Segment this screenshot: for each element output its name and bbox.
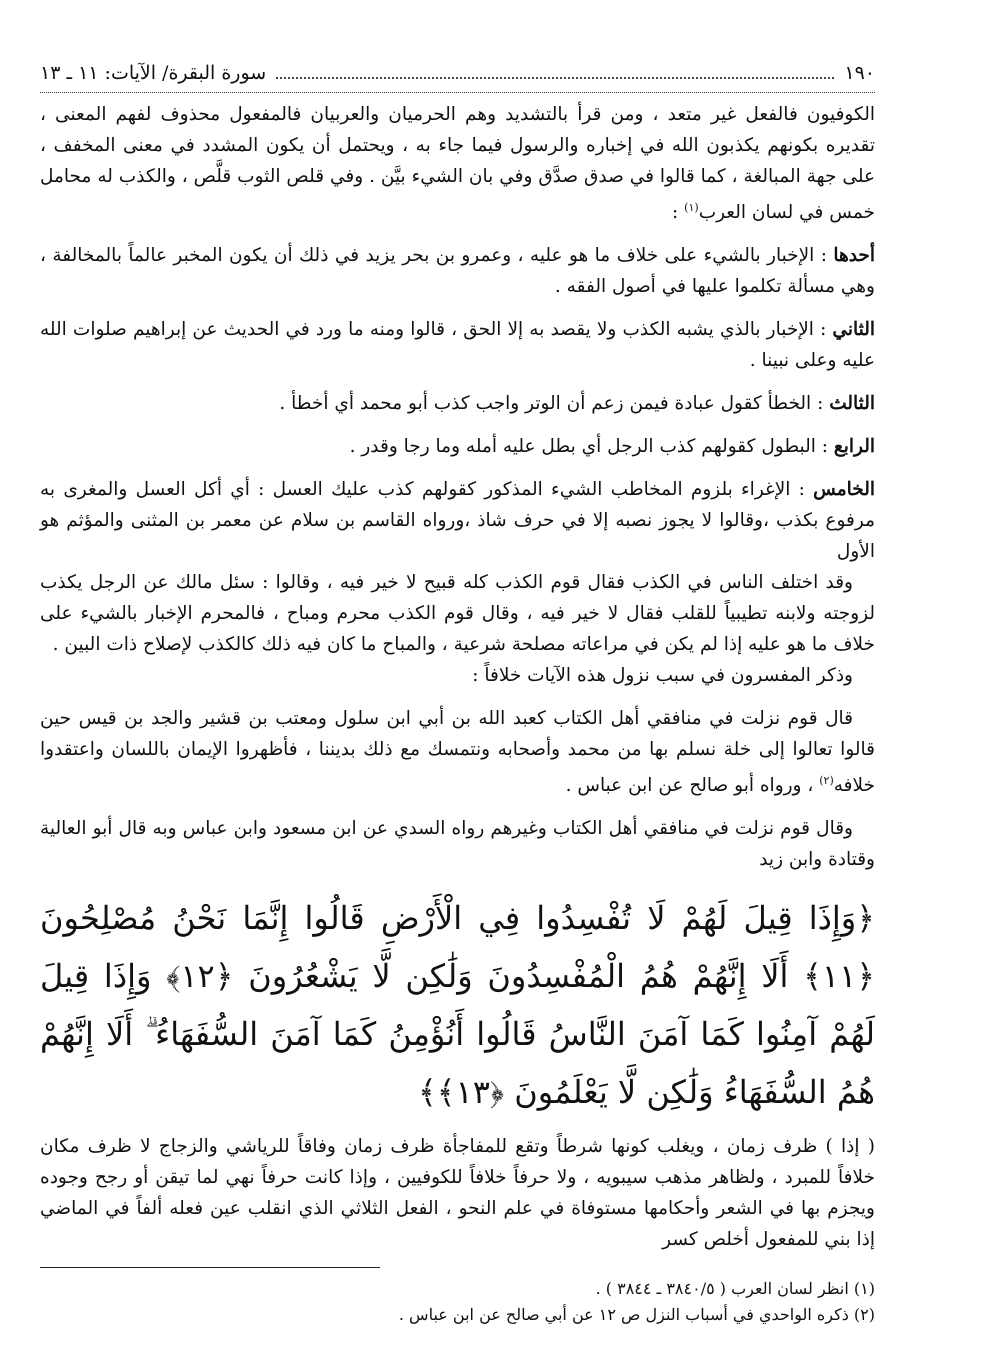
revelation-opinion-1 bbox=[40, 703, 875, 801]
running-title: سورة البقرة/ الآيات: ١١ ـ ١٣ bbox=[40, 62, 267, 84]
meaning-text: : الإخبار بالذي يشبه الكذب ولا يقصد به إلا الحق ، قالوا ومنه ما ورد في الحديث عن إبراهيم صلوات الله عليه وعلى نبينا . bbox=[40, 319, 875, 372]
book-page bbox=[40, 62, 875, 1328]
meaning-term: الرابع bbox=[833, 436, 875, 458]
meaning-5 bbox=[40, 474, 875, 567]
meaning-term: الثالث bbox=[829, 393, 875, 415]
grammar-note: ( إذا ) ظرف زمان ، ويغلب كونها شرطاً وتقع للمفاجأة ظرف زمان وفاقاً للرياشي والزجاج لا ظرف مكان خلافاً للمبرد ، ولظاهر مذهب سيبويه ، ولا حرفاً خلافاً للكوفيين ، وإذا كانت حرفاً نهي لما تيقن أو رجح وجوده ويجزم بها في الشعر وأحكامها مستوفاة في علم النحو ، الفعل الثلاثي الذي انقلب عين فعله ألفاً في الماضي إذا بني للمفعول أخلص كسر bbox=[40, 1136, 875, 1251]
meaning-term: الخامس bbox=[813, 479, 875, 501]
revelation-opinion-2: وقال قوم نزلت في منافقي أهل الكتاب وغيرهم رواه السدي عن ابن مسعود وابن عباس وبه قال أبو العالية وقتادة وابن زيد bbox=[40, 818, 875, 871]
meaning-text: : البطول كقولهم كذب الرجل أي بطل عليه أمله وما رجا وقدر . bbox=[349, 436, 834, 458]
footnote-ref-2[interactable]: (٢) bbox=[819, 774, 834, 788]
intro-tail: : bbox=[672, 202, 685, 224]
meaning-text: : الخطأ كقول عبادة فيمن زعم أن الوتر واجب كذب أبو محمد أي أخطأ . bbox=[279, 393, 830, 415]
footnote-ref-1[interactable]: (١) bbox=[684, 201, 699, 214]
intro-paragraph bbox=[40, 99, 875, 228]
meaning-text: : الإخبار بالشيء على خلاف ما هو عليه ، وعمرو بن بحر يزيد في ذلك أن يكون المخبر عالماً بالمخالفة ، وهي مسألة تكلموا عليها في أصول الفقه . bbox=[40, 245, 875, 298]
meaning-3 bbox=[40, 388, 875, 419]
meaning-term: أحدها bbox=[833, 245, 875, 267]
meaning-text: : الإغراء بلزوم المخاطب الشيء المذكور كقولهم كذب عليك العسل : أي أكل العسل والمغرى به مرفوع بكذب ،وقالوا لا يجوز نصبه إلا في حرف شاذ ،ورواه القاسم بن سلام عن معمر بن المثنى والمؤثم هو الأول bbox=[40, 479, 875, 563]
revelation-1-text: قال قوم نزلت في منافقي أهل الكتاب كعبد الله بن أبي ابن سلول ومعتب بن قشير والجد بن قيس حين قالوا تعالوا إلى خلة نسلم بها من محمد وأصحابه ونتمسك مع ذلك بديننا ، فأظهروا الإيمان باللسان واعتقدوا خلافه bbox=[40, 708, 875, 797]
running-header bbox=[40, 62, 875, 93]
page-number: ١٩٠ bbox=[844, 62, 875, 84]
lying-ruling-paragraph: وقد اختلف الناس في الكذب فقال قوم الكذب كله قبيح لا خير فيه ، وقالوا : سئل مالك عن الرجل يكذب لزوجته ولابنه تطيبياً للقلب فقال لا خير فيه ، وقال قوم الكذب محرم ومباح ، فالمحرم الإخبار بالشيء على خلاف ما هو عليه إذا لم يكن في مراعاته مصلحة شرعية ، والمباح ما كان فيه ذلك كالكذب لإصلاح ذات البين . bbox=[40, 572, 875, 656]
meaning-term: الثاني bbox=[832, 319, 875, 341]
intro-text: الكوفيون فالفعل غير متعد ، ومن قرأ بالتشديد وهم الحرميان والعربيان فالمفعول محذوف لفهم المعنى ، تقديره بكونهم يكذبون الله في إخباره والرسول فيما جاء به ، ويحتمل أن يكون المشدد في معنى المخفف ، على جهة المبالغة ، كما قالوا في صدق صدَّق وفي بان الشيء بيَّن . وفي قلص الثوب قلَّص ، والكذب له محامل خمس في لسان العرب bbox=[40, 104, 875, 224]
meaning-2 bbox=[40, 314, 875, 376]
revelation-intro: وذكر المفسرون في سبب نزول هذه الآيات خلافاً : bbox=[472, 665, 853, 687]
quran-verses: ﴿وَإِذَا قِيلَ لَهُمْ لَا تُفْسِدُوا فِي الْأَرْضِ قَالُوا إِنَّمَا نَحْنُ مُصْلِحُونَ ﴿١١﴾ أَلَا إِنَّهُمْ هُمُ الْمُفْسِدُونَ وَلَٰكِن لَّا يَشْعُرُونَ ﴿١٢﴾ وَإِذَا قِيلَ لَهُمْ آمِنُوا كَمَا آمَنَ النَّاسُ قَالُوا أَنُؤْمِنُ كَمَا آمَنَ السُّفَهَاءُ ۗ أَلَا إِنَّهُمْ هُمُ السُّفَهَاءُ وَلَٰكِن لَّا يَعْلَمُونَ ﴿١٣﴾﴾ bbox=[40, 899, 876, 1112]
footnote-1: (١) انظر لسان العرب ( ٣٨٤٠/٥ ـ ٣٨٤٤ ) . bbox=[595, 1279, 875, 1299]
header-dotted-leader bbox=[276, 77, 834, 79]
footnote-separator bbox=[40, 1267, 380, 1268]
meaning-1 bbox=[40, 240, 875, 302]
revelation-1-tail: ، ورواه أبو صالح عن ابن عباس . bbox=[565, 775, 820, 797]
meaning-4 bbox=[40, 431, 875, 462]
footnote-2: (٢) ذكره الواحدي في أسباب النزل ص ١٢ عن أبي صالح عن ابن عباس . bbox=[398, 1305, 875, 1325]
